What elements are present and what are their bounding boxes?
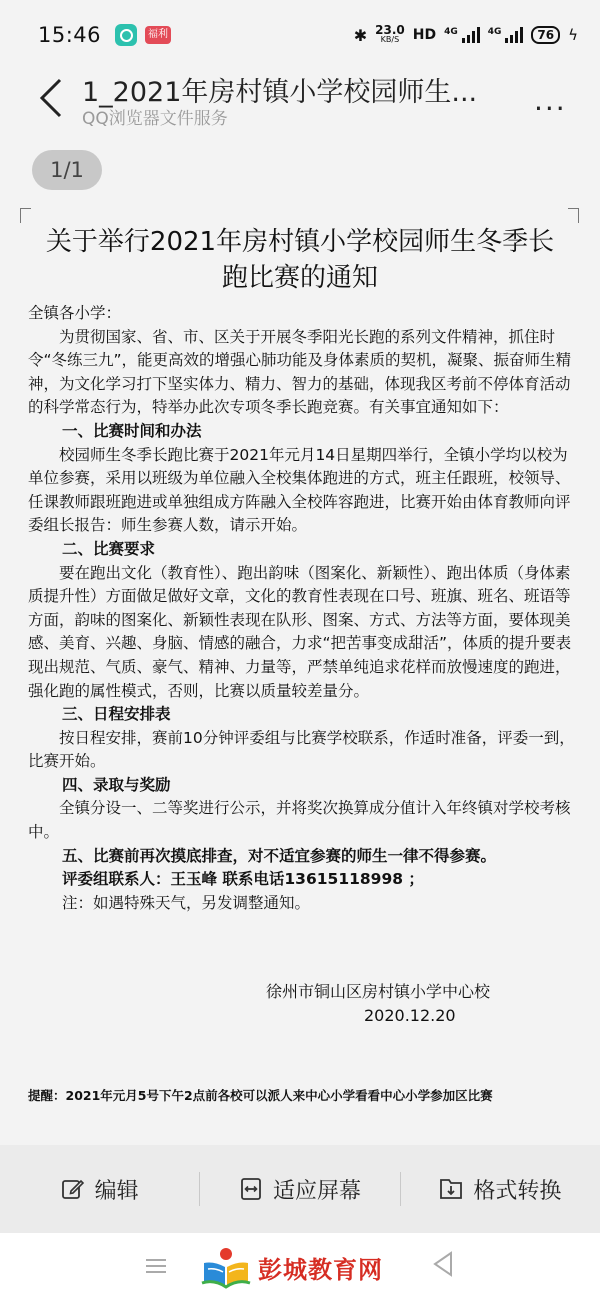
system-nav-bar <box>0 1233 600 1300</box>
nav-back-icon[interactable] <box>432 1251 454 1281</box>
status-bar <box>0 0 600 70</box>
document-viewer[interactable] <box>0 138 600 1143</box>
bluetooth-icon: ✱ <box>353 25 368 45</box>
fit-screen-icon <box>239 1177 263 1201</box>
page-indicator: 1/1 <box>32 150 102 190</box>
section-heading-2: 二、比赛要求 <box>62 539 156 558</box>
fit-screen-button[interactable] <box>200 1145 399 1233</box>
app-header <box>0 70 600 136</box>
section-paragraph-2: 要在跑出文化（教育性）、跑出韵味（图案化、新颖性）、跑出体质（身体素质提升性）方面做足做好文章，文化的教育性表现在口号、班旗、班名、班语等方面，韵味的图案化、新颖性表现在队形、图案、方式、方法等方面，要体现美感、美育、兴趣、身脑、情感的融合，力求“把苦事变成甜活”，体质的提升要表现出规范、气质、豪气、精神、力量等，严禁单纯追求花样而放慢速度的跑进，强化跑的属性模式，否则，比赛以质量较差量分。 <box>28 563 572 700</box>
battery-icon: 76 <box>531 26 560 44</box>
book-logo-icon <box>200 1245 252 1289</box>
fit-screen-label: 适应屏幕 <box>272 1178 361 1204</box>
greeting: 全镇各小学： <box>28 304 122 322</box>
charging-icon: ϟ <box>568 26 578 44</box>
bottom-toolbar <box>0 1145 600 1233</box>
signature-org: 徐州市铜山区房村镇小学中心校 <box>266 982 491 1001</box>
back-arrow-icon <box>36 76 66 120</box>
signature-block <box>266 980 490 1028</box>
app-notification-icon <box>115 24 137 46</box>
document-body <box>28 302 576 915</box>
crop-mark-right <box>568 208 579 223</box>
edit-label: 编辑 <box>94 1178 139 1204</box>
document-page <box>0 224 600 296</box>
section-heading-3: 三、日程安排表 <box>62 705 171 724</box>
crop-mark-left <box>20 208 31 223</box>
watermark-text: 彭城教育网 <box>258 1255 383 1284</box>
note-line: 注：如遇特殊天气，另发调整通知。 <box>62 893 311 912</box>
network-speed: 23.0 KB/S <box>375 23 405 44</box>
format-convert-icon <box>439 1177 463 1201</box>
page-title: 1_2021年房村镇小学校园师生... <box>82 77 478 108</box>
section-paragraph-3: 按日程安排，赛前10分钟评委组与比赛学校联系，作适时准备，评委一到，比赛开始。 <box>28 728 575 771</box>
section-heading-5: 五、比赛前再次摸底排查，对不适宜参赛的师生一律不得参赛。 <box>62 846 497 865</box>
edit-button[interactable] <box>0 1145 199 1233</box>
page-subtitle: QQ浏览器文件服务 <box>82 109 228 129</box>
section-paragraph-4: 全镇分设一、二等奖进行公示，并将奖次换算成分值计入年终镇对学校考核中。 <box>28 799 571 842</box>
section-paragraph-1: 校园师生冬季长跑比赛于2021年元月14日星期四举行，全镇小学均以校为单位参赛，采用以班级为单位融入全校集体跑进的方式，班主任跟班，校领导、任课教师跟班跑进或单独组成方阵融入全校阵容跑进，比赛开始由体育教师向评委组长报告：师生参赛人数，请示开始。 <box>28 445 571 535</box>
edit-icon <box>61 1177 85 1201</box>
hd-icon: HD <box>412 27 437 43</box>
more-options-icon[interactable]: ... <box>534 84 567 117</box>
signal-icon-1: 4G <box>444 27 480 43</box>
section-heading-4: 四、录取与奖励 <box>62 775 171 794</box>
back-button[interactable] <box>36 76 66 120</box>
intro-paragraph: 为贯彻国家、省、市、区关于开展冬季阳光长跑的系列文件精神，抓住时令“冬练三九”，能更高效的增强心肺功能及身体素质的契机，凝聚、振奋师生精神，为文化学习打下坚实体力、精力、智力的基础，体现我区考前不停体育活动的科学常态行为，特举办此次专项冬季长跑竞赛。有关事宜通知如下： <box>28 327 572 417</box>
status-time: 15:46 <box>38 23 102 47</box>
watermark-logo <box>200 1245 383 1289</box>
document-title: 关于举行2021年房村镇小学校园师生冬季长跑比赛的通知 <box>45 227 555 293</box>
signal-icon-2: 4G <box>488 27 524 43</box>
format-convert-button[interactable] <box>401 1145 600 1233</box>
nav-menu-icon[interactable] <box>146 1255 166 1277</box>
contact-line: 评委组联系人：王玉峰 联系电话13615118998 ； <box>62 870 424 889</box>
reminder-note: 提醒：2021年元月5号下午2点前各校可以派人来中心小学看看中心小学参加区比赛 <box>28 1088 493 1103</box>
signature-date: 2020.12.20 <box>364 1006 456 1025</box>
format-convert-label: 格式转换 <box>473 1178 562 1204</box>
app-badge-icon: 福利 <box>145 26 171 44</box>
section-heading-1: 一、比赛时间和办法 <box>62 421 202 440</box>
